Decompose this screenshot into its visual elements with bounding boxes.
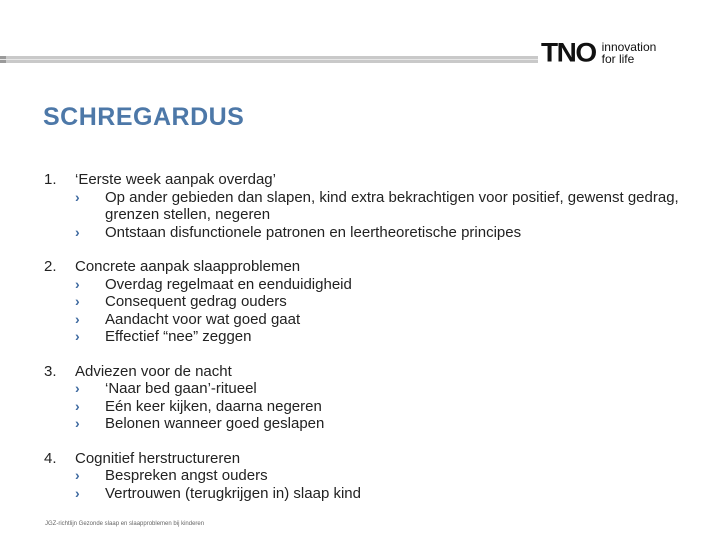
section-3 [44,363,684,433]
list-item [75,276,684,294]
tagline-line1: innovation [601,40,657,54]
chevron-right-icon: › [75,223,80,240]
list-item-text: Effectief “nee” zeggen [105,328,252,345]
list-item-text: Overdag regelmaat en eenduidigheid [105,275,352,293]
section-body [75,258,684,346]
section-number: 3. [44,362,57,380]
list-item [75,189,684,224]
section-body [75,450,684,503]
chevron-right-icon: › [75,397,80,414]
section-1 [44,171,684,241]
section-heading: Concrete aanpak slaapproblemen [75,258,301,275]
chevron-right-icon: › [75,275,80,292]
chevron-right-icon: › [75,293,80,309]
tagline-line2: for life [601,52,635,66]
list-item-text: Op ander gebieden dan slapen, kind extra bekrachtigen voor positief, gewenst gedrag, grenzen stellen, negeren [105,188,679,223]
list-item-text: ‘Naar bed gaan’-ritueel [105,380,257,397]
slide-title: SCHREGARDUS [43,103,245,131]
header-bar [0,56,538,63]
section-heading: ‘Eerste week aanpak overdag’ [75,171,276,188]
logo-tagline [602,41,657,65]
section-heading: Cognitief herstructureren [75,449,241,467]
content-list [44,171,684,519]
footer-text: JGZ-richtlijn Gezonde slaap en slaapproblemen bij kinderen [45,521,205,527]
list-item [75,328,684,346]
section-2 [44,258,684,346]
list-item-text: Consequent gedrag ouders [105,293,287,310]
chevron-right-icon: › [75,188,80,205]
list-item [75,224,684,242]
list-item [75,467,684,485]
list-item [75,415,684,433]
list-item-text: Vertrouwen (terugkrijgen in) slaap kind [105,484,361,502]
list-item-text: Ontstaan disfunctionele patronen en leertheoretische principes [105,223,522,241]
list-item [75,380,684,398]
list-item [75,485,684,503]
chevron-right-icon: › [75,484,80,501]
list-item-text: Bespreken angst ouders [105,467,268,484]
chevron-right-icon: › [75,415,80,431]
list-item-text: Eén keer kijken, daarna negeren [105,397,322,415]
chevron-right-icon: › [75,310,80,327]
section-number: 1. [44,171,57,188]
section-body [75,171,684,241]
list-item-text: Aandacht voor wat goed gaat [105,310,301,328]
list-item-text: Belonen wanneer goed geslapen [105,415,325,432]
list-item [75,293,684,311]
section-heading: Adviezen voor de nacht [75,362,232,380]
chevron-right-icon: › [75,380,80,396]
chevron-right-icon: › [75,328,80,344]
section-4 [44,450,684,503]
section-number: 2. [44,258,57,275]
tno-logo [541,37,657,68]
section-body [75,363,684,433]
logo-mark: TNO [541,37,596,68]
list-item [75,398,684,416]
chevron-right-icon: › [75,467,80,483]
list-item [75,311,684,329]
section-number: 4. [44,449,57,467]
